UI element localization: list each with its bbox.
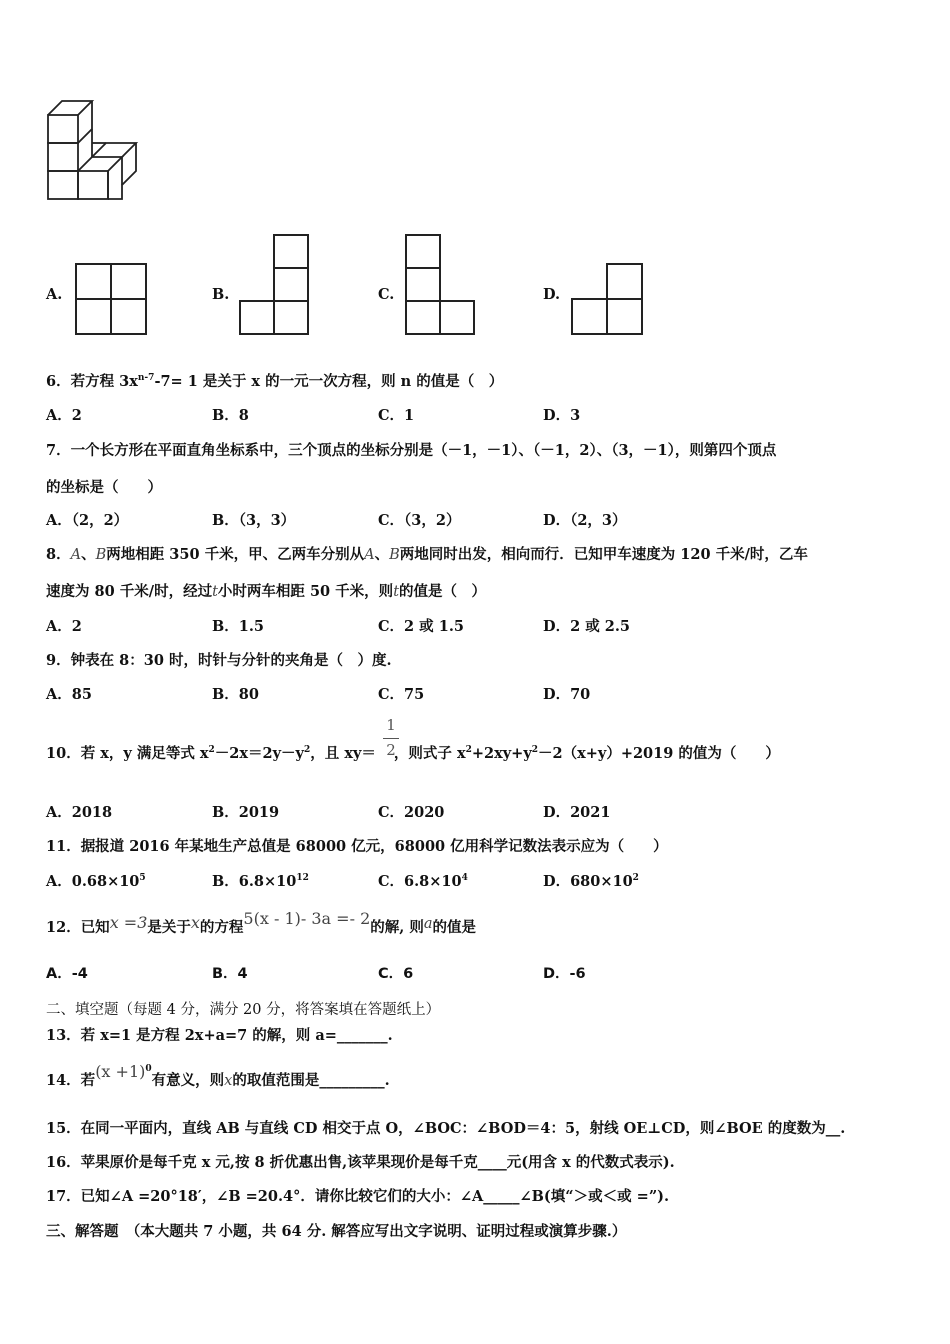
- q11-option-b[interactable]: B．$6.8\times 10^{12}$: [212, 873, 309, 890]
- q6-option-c[interactable]: C．1: [378, 407, 415, 424]
- q6-option-d[interactable]: D．3: [543, 407, 581, 424]
- q8-option-c[interactable]: C．2 或 1.5: [378, 618, 464, 635]
- figure-option-b: [238, 233, 312, 337]
- q7-option-a[interactable]: A．（2，2）: [46, 512, 129, 529]
- question-10: 10．若 x，y 满足等式 $x^2-2x=2y-y^2$，且 xy＝ ，则式子 $x^2+2xy+y^2-2(x+y)+2019$ 的值为（ ）: [46, 745, 780, 762]
- q11-option-c[interactable]: C．$6.8\times 10^4$: [378, 873, 468, 890]
- q8-option-b[interactable]: B．1.5: [212, 618, 264, 635]
- q7-option-d[interactable]: D．（2，3）: [543, 512, 627, 529]
- figure-option-c: [404, 233, 478, 337]
- question-17: 17．已知∠A =20°18′，∠B =20.4°．请你比较它们的大小：∠A_____∠B(填“＞或＜或 =”).: [46, 1188, 670, 1205]
- q12-option-c[interactable]: C．6: [378, 966, 414, 982]
- fraction-denominator: 2: [386, 741, 396, 759]
- question-16: 16．苹果原价是每千克 x 元,按 8 折优惠出售,该苹果现价是每千克____元(用含 x 的代数式表示).: [46, 1154, 675, 1171]
- q12-option-a[interactable]: A．-4: [46, 966, 88, 982]
- q8-option-a[interactable]: A．2: [46, 618, 82, 635]
- q10-option-a[interactable]: A．2018: [46, 804, 113, 821]
- question-14: 14．若$(x +1)^0$有意义，则x的取值范围是_________.: [46, 1062, 390, 1089]
- q6-option-b[interactable]: B．8: [212, 407, 249, 424]
- figure-option-d: [570, 262, 646, 336]
- question-8: 8．A、B两地相距 350 千米，甲、乙两车分别从A、B两地同时出发，相向而行．已知甲车速度为 120 千米/时，乙车: [46, 546, 808, 563]
- question-13: 13．若 x=1 是方程 2x+a=7 的解，则 a=_______.: [46, 1027, 393, 1044]
- cube-stack-figure: [40, 95, 145, 205]
- q7-option-b[interactable]: B．（3，3）: [212, 512, 296, 529]
- q12-option-d[interactable]: D．-6: [543, 966, 586, 982]
- q11-option-a[interactable]: A．$0.68\times 10^5$: [46, 873, 146, 890]
- q9-option-a[interactable]: A．85: [46, 686, 92, 703]
- question-7: 7．一个长方形在平面直角坐标系中，三个顶点的坐标分别是（－1，－1）、（－1，2）、（3，－1），则第四个顶点: [46, 442, 777, 459]
- q7-option-c[interactable]: C．（3，2）: [378, 512, 461, 529]
- question-9: 9．钟表在 8：30 时，时针与分针的夹角是（ ）度.: [46, 652, 392, 669]
- q8-option-d[interactable]: D．2 或 2.5: [543, 618, 630, 635]
- q9-option-c[interactable]: C．75: [378, 686, 425, 703]
- section-3-heading: 三、解答题 （本大题共 7 小题，共 64 分. 解答应写出文字说明、证明过程或演算步骤.）: [46, 1223, 627, 1240]
- figure-option-a: [74, 262, 150, 336]
- question-7-line2: 的坐标是（ ）: [46, 479, 162, 496]
- q10-option-d[interactable]: D．2021: [543, 804, 611, 821]
- question-6: 6．若方程 $3x^{n-7}-7= 1$ 是关于 x 的一元一次方程，则 n 的值是（ ）: [46, 373, 504, 390]
- fraction-bar: [383, 738, 399, 739]
- question-12: 12．已知x =3是关于x的方程5(x - 1)- 3a =- 2的解, 则a的值是: [46, 909, 477, 936]
- q12-option-b[interactable]: B．4: [212, 966, 248, 982]
- figure-option-d-label: D.: [543, 286, 561, 303]
- q9-option-d[interactable]: D．70: [543, 686, 591, 703]
- question-15: 15．在同一平面内，直线 AB 与直线 CD 相交于点 O，∠BOC：∠BOD＝4：5，射线 OE⊥CD，则∠BOE 的度数为__.: [46, 1120, 846, 1137]
- question-11: 11．据报道 2016 年某地生产总值是 68000 亿元，68000 亿用科学记数法表示应为（ ）: [46, 838, 668, 855]
- q10-option-c[interactable]: C．2020: [378, 804, 445, 821]
- q11-option-d[interactable]: D．$680\times 10^2$: [543, 873, 639, 890]
- q10-option-b[interactable]: B．2019: [212, 804, 280, 821]
- q9-option-b[interactable]: B．80: [212, 686, 259, 703]
- question-8-line2: 速度为 80 千米/时，经过t小时两车相距 50 千米，则t的值是（ ）: [46, 583, 487, 600]
- figure-option-c-label: C.: [378, 286, 395, 303]
- fraction-numerator: 1: [386, 716, 396, 734]
- section-2-heading: 二、填空题（每题 4 分，满分 20 分，将答案填在答题纸上）: [46, 1002, 441, 1018]
- figure-option-a-label: A.: [46, 286, 63, 303]
- q6-option-a[interactable]: A．2: [46, 407, 82, 424]
- figure-option-b-label: B.: [212, 286, 230, 303]
